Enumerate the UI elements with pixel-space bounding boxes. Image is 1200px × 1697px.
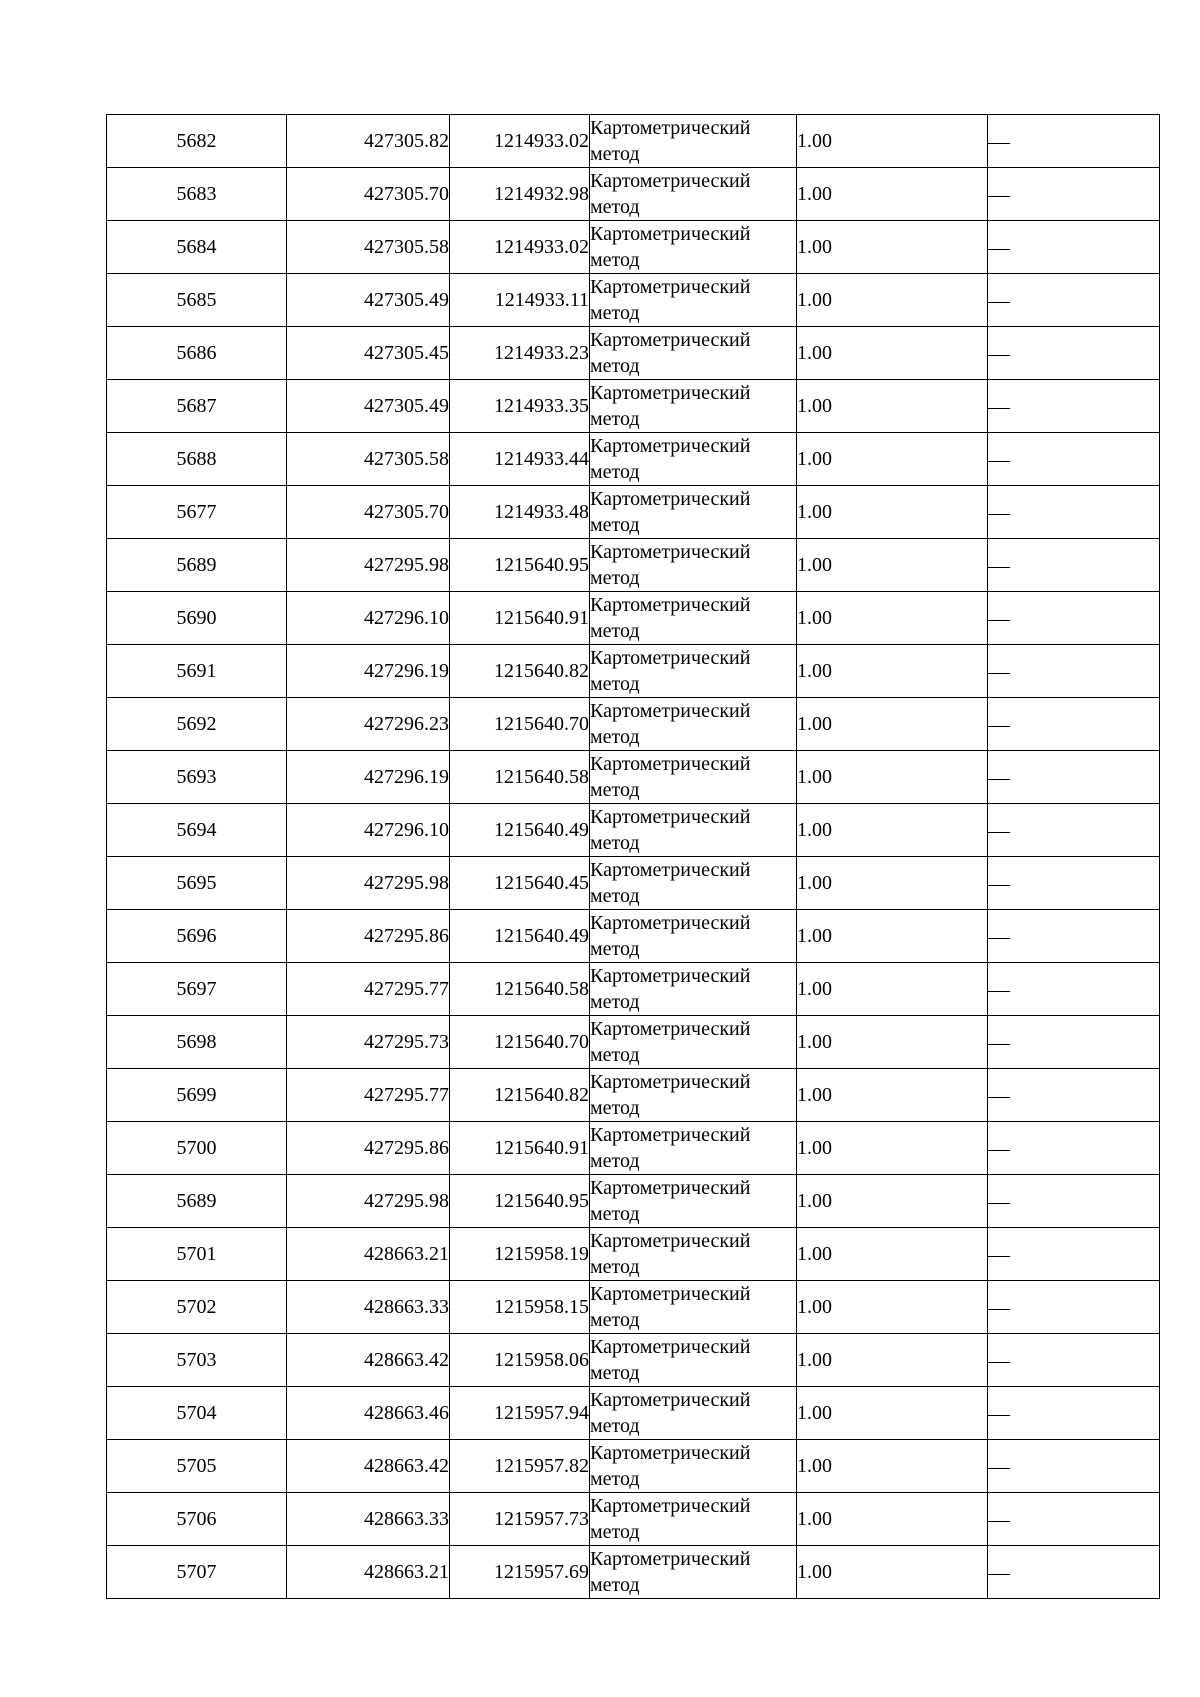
dash-mark — [988, 249, 1010, 250]
y-coordinate-cell: 1215640.95 — [450, 1175, 590, 1228]
note-cell — [988, 274, 1160, 327]
accuracy-cell: 1.00 — [797, 963, 988, 1016]
method-line2: метод — [590, 302, 640, 324]
accuracy-cell: 1.00 — [797, 645, 988, 698]
note-cell — [988, 1069, 1160, 1122]
y-coordinate-cell: 1214933.44 — [450, 433, 590, 486]
dash-mark — [988, 1150, 1010, 1151]
accuracy-cell: 1.00 — [797, 592, 988, 645]
y-coordinate-cell: 1214933.11 — [450, 274, 590, 327]
dash-mark — [988, 620, 1010, 621]
point-number-cell: 5699 — [107, 1069, 287, 1122]
method-line1: Картометрический — [590, 1071, 751, 1093]
table-row — [107, 592, 1160, 645]
method-cell — [590, 592, 797, 645]
dash-mark — [988, 1574, 1010, 1575]
method-line1: Картометрический — [590, 329, 751, 351]
table-row — [107, 1069, 1160, 1122]
accuracy-cell: 1.00 — [797, 1228, 988, 1281]
point-number-cell: 5704 — [107, 1387, 287, 1440]
table-row — [107, 1546, 1160, 1599]
accuracy-cell: 1.00 — [797, 910, 988, 963]
method-line2: метод — [590, 1521, 640, 1543]
accuracy-cell: 1.00 — [797, 168, 988, 221]
dash-mark — [988, 1415, 1010, 1416]
table-row — [107, 1281, 1160, 1334]
method-line2: метод — [590, 885, 640, 907]
note-cell — [988, 539, 1160, 592]
point-number-cell: 5691 — [107, 645, 287, 698]
dash-mark — [988, 1309, 1010, 1310]
method-line2: метод — [590, 620, 640, 642]
method-line1: Картометрический — [590, 1283, 751, 1305]
note-cell — [988, 910, 1160, 963]
method-line2: метод — [590, 196, 640, 218]
method-line2: метод — [590, 1044, 640, 1066]
x-coordinate-cell: 427296.23 — [287, 698, 450, 751]
table-row — [107, 1228, 1160, 1281]
document-page — [106, 114, 1159, 1599]
method-line1: Картометрический — [590, 223, 751, 245]
method-line1: Картометрический — [590, 1389, 751, 1411]
method-cell — [590, 433, 797, 486]
point-number-cell: 5694 — [107, 804, 287, 857]
accuracy-cell: 1.00 — [797, 433, 988, 486]
y-coordinate-cell: 1215640.70 — [450, 1016, 590, 1069]
note-cell — [988, 1016, 1160, 1069]
method-line2: метод — [590, 408, 640, 430]
y-coordinate-cell: 1215957.94 — [450, 1387, 590, 1440]
table-row — [107, 115, 1160, 168]
dash-mark — [988, 779, 1010, 780]
method-cell — [590, 698, 797, 751]
x-coordinate-cell: 427305.49 — [287, 274, 450, 327]
note-cell — [988, 1122, 1160, 1175]
method-cell — [590, 1069, 797, 1122]
method-line1: Картометрический — [590, 170, 751, 192]
point-number-cell: 5705 — [107, 1440, 287, 1493]
point-number-cell: 5690 — [107, 592, 287, 645]
point-number-cell: 5684 — [107, 221, 287, 274]
x-coordinate-cell: 428663.42 — [287, 1440, 450, 1493]
method-cell — [590, 857, 797, 910]
note-cell — [988, 380, 1160, 433]
table-row — [107, 751, 1160, 804]
method-line1: Картометрический — [590, 488, 751, 510]
method-cell — [590, 1387, 797, 1440]
table-row — [107, 433, 1160, 486]
accuracy-cell: 1.00 — [797, 274, 988, 327]
point-number-cell: 5700 — [107, 1122, 287, 1175]
point-number-cell: 5683 — [107, 168, 287, 221]
y-coordinate-cell: 1214933.23 — [450, 327, 590, 380]
method-line2: метод — [590, 1574, 640, 1596]
table-row — [107, 910, 1160, 963]
dash-mark — [988, 302, 1010, 303]
method-line1: Картометрический — [590, 1495, 751, 1517]
method-cell — [590, 221, 797, 274]
table-row — [107, 1440, 1160, 1493]
method-cell — [590, 1122, 797, 1175]
point-number-cell: 5692 — [107, 698, 287, 751]
table-row — [107, 221, 1160, 274]
accuracy-cell: 1.00 — [797, 380, 988, 433]
method-line2: метод — [590, 249, 640, 271]
point-number-cell: 5701 — [107, 1228, 287, 1281]
method-cell — [590, 910, 797, 963]
point-number-cell: 5688 — [107, 433, 287, 486]
point-number-cell: 5689 — [107, 539, 287, 592]
method-line2: метод — [590, 673, 640, 695]
method-line2: метод — [590, 991, 640, 1013]
method-cell — [590, 1546, 797, 1599]
y-coordinate-cell: 1215958.15 — [450, 1281, 590, 1334]
dash-mark — [988, 938, 1010, 939]
method-cell — [590, 1228, 797, 1281]
dash-mark — [988, 832, 1010, 833]
x-coordinate-cell: 427305.70 — [287, 486, 450, 539]
method-line2: метод — [590, 355, 640, 377]
x-coordinate-cell: 427295.77 — [287, 1069, 450, 1122]
method-line1: Картометрический — [590, 1177, 751, 1199]
y-coordinate-cell: 1214933.02 — [450, 115, 590, 168]
note-cell — [988, 327, 1160, 380]
method-line2: метод — [590, 461, 640, 483]
table-row — [107, 168, 1160, 221]
x-coordinate-cell: 427305.70 — [287, 168, 450, 221]
method-cell — [590, 804, 797, 857]
method-line1: Картометрический — [590, 753, 751, 775]
table-row — [107, 539, 1160, 592]
method-cell — [590, 1016, 797, 1069]
method-cell — [590, 1440, 797, 1493]
x-coordinate-cell: 428663.21 — [287, 1546, 450, 1599]
y-coordinate-cell: 1215640.95 — [450, 539, 590, 592]
y-coordinate-cell: 1215640.91 — [450, 592, 590, 645]
method-line1: Картометрический — [590, 859, 751, 881]
method-line1: Картометрический — [590, 1124, 751, 1146]
method-cell — [590, 1334, 797, 1387]
point-number-cell: 5696 — [107, 910, 287, 963]
accuracy-cell: 1.00 — [797, 1122, 988, 1175]
table-row — [107, 274, 1160, 327]
method-line2: метод — [590, 1097, 640, 1119]
method-cell — [590, 1493, 797, 1546]
x-coordinate-cell: 427296.10 — [287, 592, 450, 645]
note-cell — [988, 698, 1160, 751]
x-coordinate-cell: 427295.73 — [287, 1016, 450, 1069]
table-row — [107, 857, 1160, 910]
y-coordinate-cell: 1215958.19 — [450, 1228, 590, 1281]
method-line1: Картометрический — [590, 594, 751, 616]
method-cell — [590, 168, 797, 221]
accuracy-cell: 1.00 — [797, 751, 988, 804]
y-coordinate-cell: 1214933.48 — [450, 486, 590, 539]
point-number-cell: 5686 — [107, 327, 287, 380]
accuracy-cell: 1.00 — [797, 221, 988, 274]
method-cell — [590, 486, 797, 539]
x-coordinate-cell: 427296.19 — [287, 645, 450, 698]
table-row — [107, 486, 1160, 539]
method-cell — [590, 274, 797, 327]
dash-mark — [988, 1362, 1010, 1363]
method-line1: Картометрический — [590, 912, 751, 934]
method-line1: Картометрический — [590, 965, 751, 987]
method-cell — [590, 115, 797, 168]
method-line2: метод — [590, 1150, 640, 1172]
note-cell — [988, 1493, 1160, 1546]
method-cell — [590, 327, 797, 380]
note-cell — [988, 857, 1160, 910]
accuracy-cell: 1.00 — [797, 698, 988, 751]
point-number-cell: 5689 — [107, 1175, 287, 1228]
note-cell — [988, 645, 1160, 698]
method-line2: метод — [590, 1415, 640, 1437]
method-line2: метод — [590, 1309, 640, 1331]
point-number-cell: 5706 — [107, 1493, 287, 1546]
x-coordinate-cell: 427305.49 — [287, 380, 450, 433]
y-coordinate-cell: 1215640.70 — [450, 698, 590, 751]
y-coordinate-cell: 1214933.02 — [450, 221, 590, 274]
dash-mark — [988, 1521, 1010, 1522]
coordinates-table — [106, 114, 1160, 1599]
method-line1: Картометрический — [590, 1442, 751, 1464]
accuracy-cell: 1.00 — [797, 1175, 988, 1228]
table-row — [107, 698, 1160, 751]
x-coordinate-cell: 427305.45 — [287, 327, 450, 380]
dash-mark — [988, 196, 1010, 197]
method-line1: Картометрический — [590, 1018, 751, 1040]
dash-mark — [988, 461, 1010, 462]
y-coordinate-cell: 1215640.58 — [450, 963, 590, 1016]
note-cell — [988, 115, 1160, 168]
dash-mark — [988, 1044, 1010, 1045]
y-coordinate-cell: 1215957.69 — [450, 1546, 590, 1599]
point-number-cell: 5697 — [107, 963, 287, 1016]
y-coordinate-cell: 1215640.49 — [450, 804, 590, 857]
method-line1: Картометрический — [590, 382, 751, 404]
x-coordinate-cell: 427295.98 — [287, 1175, 450, 1228]
method-line2: метод — [590, 1256, 640, 1278]
method-line2: метод — [590, 1203, 640, 1225]
y-coordinate-cell: 1215640.45 — [450, 857, 590, 910]
note-cell — [988, 1387, 1160, 1440]
dash-mark — [988, 673, 1010, 674]
dash-mark — [988, 726, 1010, 727]
accuracy-cell: 1.00 — [797, 1069, 988, 1122]
method-line1: Картометрический — [590, 1548, 751, 1570]
x-coordinate-cell: 427296.19 — [287, 751, 450, 804]
method-line1: Картометрический — [590, 117, 751, 139]
dash-mark — [988, 991, 1010, 992]
method-line2: метод — [590, 938, 640, 960]
accuracy-cell: 1.00 — [797, 1493, 988, 1546]
point-number-cell: 5698 — [107, 1016, 287, 1069]
x-coordinate-cell: 427295.86 — [287, 910, 450, 963]
table-body — [107, 115, 1160, 1599]
point-number-cell: 5707 — [107, 1546, 287, 1599]
table-row — [107, 1334, 1160, 1387]
dash-mark — [988, 1097, 1010, 1098]
method-line2: метод — [590, 567, 640, 589]
method-line2: метод — [590, 726, 640, 748]
x-coordinate-cell: 427295.77 — [287, 963, 450, 1016]
accuracy-cell: 1.00 — [797, 1016, 988, 1069]
note-cell — [988, 592, 1160, 645]
method-line2: метод — [590, 1468, 640, 1490]
x-coordinate-cell: 427305.82 — [287, 115, 450, 168]
method-line2: метод — [590, 832, 640, 854]
note-cell — [988, 486, 1160, 539]
method-line2: метод — [590, 1362, 640, 1384]
method-line1: Картометрический — [590, 700, 751, 722]
note-cell — [988, 221, 1160, 274]
accuracy-cell: 1.00 — [797, 115, 988, 168]
note-cell — [988, 1228, 1160, 1281]
note-cell — [988, 1334, 1160, 1387]
dash-mark — [988, 567, 1010, 568]
point-number-cell: 5703 — [107, 1334, 287, 1387]
method-cell — [590, 645, 797, 698]
table-row — [107, 804, 1160, 857]
method-line1: Картометрический — [590, 1230, 751, 1252]
accuracy-cell: 1.00 — [797, 1440, 988, 1493]
note-cell — [988, 433, 1160, 486]
dash-mark — [988, 885, 1010, 886]
method-line1: Картометрический — [590, 1336, 751, 1358]
method-cell — [590, 380, 797, 433]
accuracy-cell: 1.00 — [797, 804, 988, 857]
note-cell — [988, 963, 1160, 1016]
x-coordinate-cell: 427305.58 — [287, 433, 450, 486]
y-coordinate-cell: 1215640.58 — [450, 751, 590, 804]
dash-mark — [988, 1203, 1010, 1204]
table-row — [107, 1387, 1160, 1440]
accuracy-cell: 1.00 — [797, 1387, 988, 1440]
note-cell — [988, 1546, 1160, 1599]
x-coordinate-cell: 428663.21 — [287, 1228, 450, 1281]
dash-mark — [988, 355, 1010, 356]
y-coordinate-cell: 1215640.49 — [450, 910, 590, 963]
table-row — [107, 1016, 1160, 1069]
point-number-cell: 5702 — [107, 1281, 287, 1334]
note-cell — [988, 168, 1160, 221]
x-coordinate-cell: 428663.42 — [287, 1334, 450, 1387]
table-row — [107, 645, 1160, 698]
point-number-cell: 5682 — [107, 115, 287, 168]
note-cell — [988, 751, 1160, 804]
note-cell — [988, 804, 1160, 857]
note-cell — [988, 1281, 1160, 1334]
method-cell — [590, 1175, 797, 1228]
accuracy-cell: 1.00 — [797, 1281, 988, 1334]
y-coordinate-cell: 1215640.91 — [450, 1122, 590, 1175]
point-number-cell: 5677 — [107, 486, 287, 539]
method-line1: Картометрический — [590, 647, 751, 669]
y-coordinate-cell: 1215958.06 — [450, 1334, 590, 1387]
method-line2: метод — [590, 514, 640, 536]
point-number-cell: 5693 — [107, 751, 287, 804]
method-line1: Картометрический — [590, 806, 751, 828]
x-coordinate-cell: 428663.46 — [287, 1387, 450, 1440]
table-row — [107, 1493, 1160, 1546]
dash-mark — [988, 1468, 1010, 1469]
x-coordinate-cell: 427305.58 — [287, 221, 450, 274]
method-cell — [590, 539, 797, 592]
y-coordinate-cell: 1214932.98 — [450, 168, 590, 221]
accuracy-cell: 1.00 — [797, 857, 988, 910]
method-line1: Картометрический — [590, 435, 751, 457]
method-line2: метод — [590, 779, 640, 801]
method-cell — [590, 1281, 797, 1334]
method-cell — [590, 751, 797, 804]
accuracy-cell: 1.00 — [797, 1334, 988, 1387]
y-coordinate-cell: 1215640.82 — [450, 645, 590, 698]
accuracy-cell: 1.00 — [797, 1546, 988, 1599]
accuracy-cell: 1.00 — [797, 486, 988, 539]
x-coordinate-cell: 428663.33 — [287, 1281, 450, 1334]
table-row — [107, 1122, 1160, 1175]
dash-mark — [988, 1256, 1010, 1257]
x-coordinate-cell: 427296.10 — [287, 804, 450, 857]
y-coordinate-cell: 1214933.35 — [450, 380, 590, 433]
y-coordinate-cell: 1215957.73 — [450, 1493, 590, 1546]
table-row — [107, 380, 1160, 433]
table-row — [107, 327, 1160, 380]
y-coordinate-cell: 1215957.82 — [450, 1440, 590, 1493]
method-cell — [590, 963, 797, 1016]
table-row — [107, 1175, 1160, 1228]
method-line1: Картометрический — [590, 541, 751, 563]
table-row — [107, 963, 1160, 1016]
method-line1: Картометрический — [590, 276, 751, 298]
point-number-cell: 5687 — [107, 380, 287, 433]
point-number-cell: 5695 — [107, 857, 287, 910]
x-coordinate-cell: 427295.98 — [287, 539, 450, 592]
dash-mark — [988, 408, 1010, 409]
note-cell — [988, 1440, 1160, 1493]
method-line2: метод — [590, 143, 640, 165]
accuracy-cell: 1.00 — [797, 327, 988, 380]
x-coordinate-cell: 427295.98 — [287, 857, 450, 910]
x-coordinate-cell: 427295.86 — [287, 1122, 450, 1175]
accuracy-cell: 1.00 — [797, 539, 988, 592]
y-coordinate-cell: 1215640.82 — [450, 1069, 590, 1122]
dash-mark — [988, 514, 1010, 515]
note-cell — [988, 1175, 1160, 1228]
dash-mark — [988, 143, 1010, 144]
x-coordinate-cell: 428663.33 — [287, 1493, 450, 1546]
point-number-cell: 5685 — [107, 274, 287, 327]
